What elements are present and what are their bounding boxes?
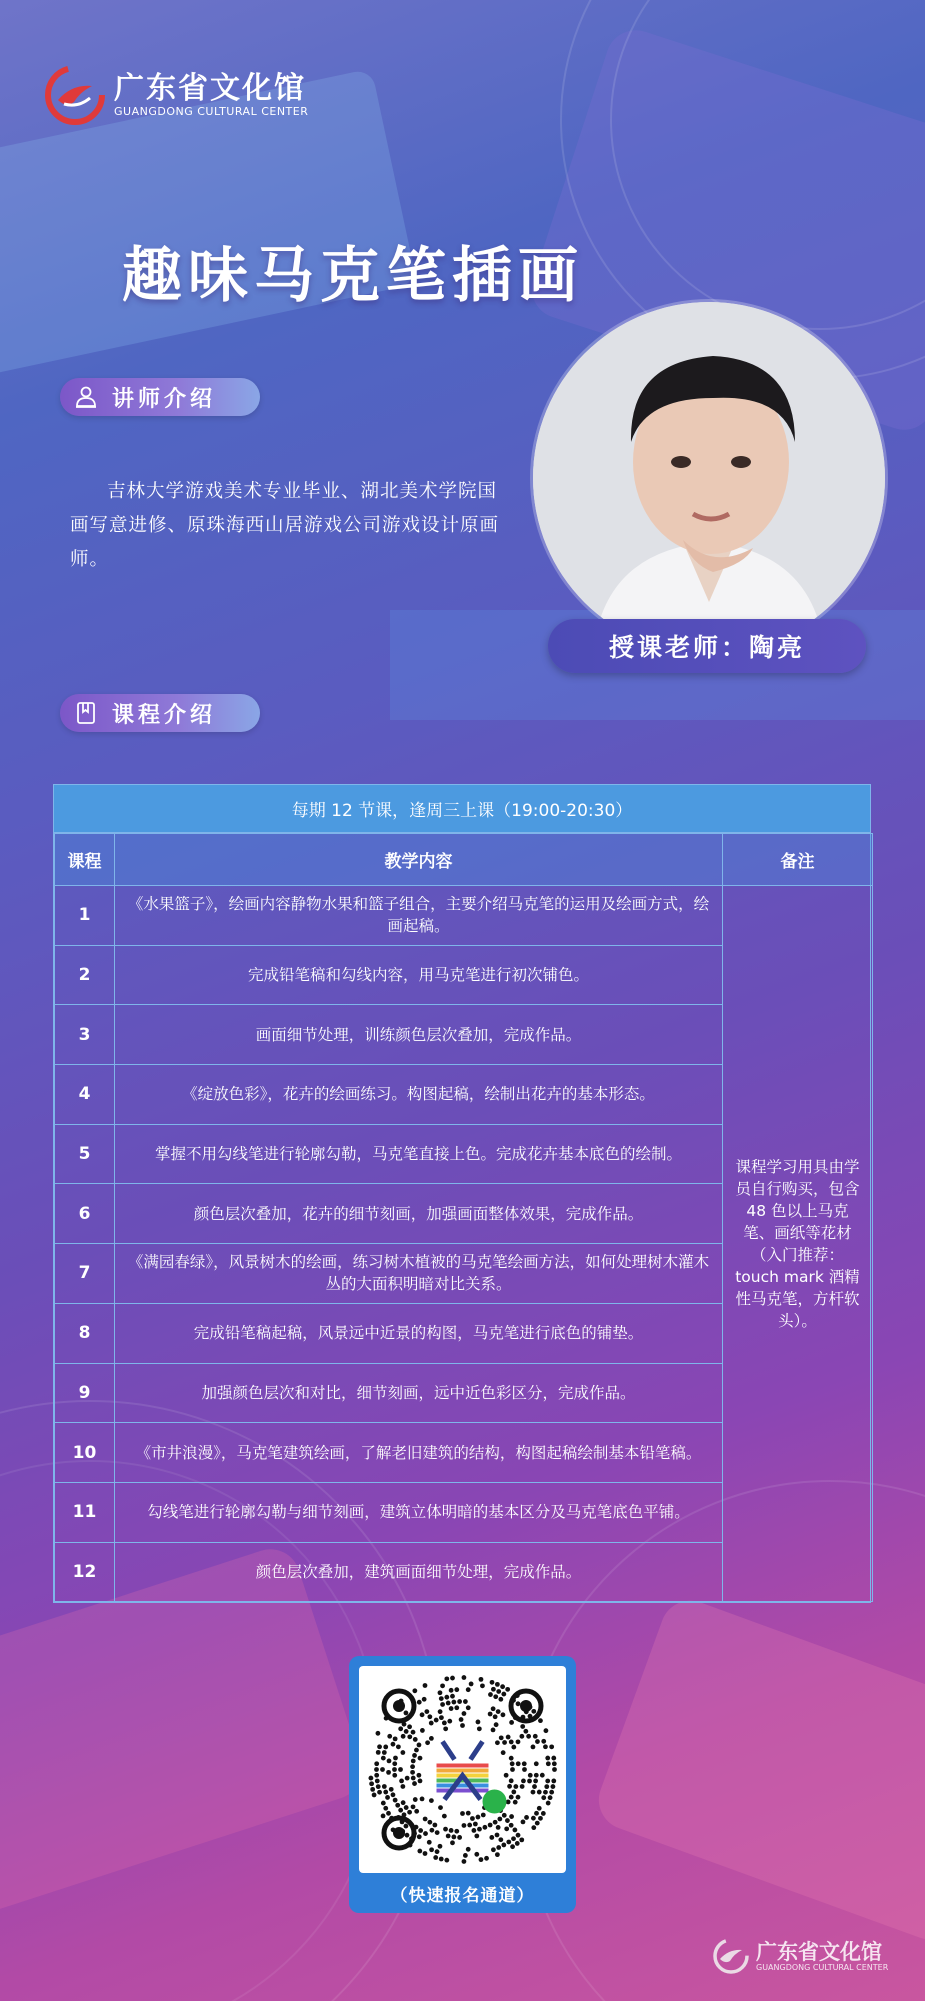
lesson-content: 《满园春绿》，风景树木的绘画，练习树木植被的马克笔绘画方法，如何处理树木灌木丛的大面积明暗对比关系。: [115, 1244, 723, 1304]
column-header-note: 备注: [723, 834, 873, 886]
brand-name-cn: 广东省文化馆: [114, 70, 306, 106]
lesson-number: 12: [55, 1542, 115, 1602]
brand-name-en: GUANGDONG CULTURAL CENTER: [114, 104, 309, 118]
lesson-number: 3: [55, 1005, 115, 1065]
lesson-content: 勾线笔进行轮廓勾勒与细节刻画，建筑立体明暗的基本区分及马克笔底色平铺。: [115, 1482, 723, 1542]
instructor-section-label: 讲师介绍: [112, 386, 217, 412]
logo-emblem-icon: [712, 1937, 750, 1975]
schedule-note: 课程学习用具由学员自行购买，包含 48 色以上马克笔、画纸等花材（入门推荐：touch mark 酒精性马克笔，方杆软头）。: [723, 886, 873, 1602]
instructor-photo: [533, 302, 885, 654]
lesson-number: 9: [55, 1363, 115, 1423]
footer-brand-logo: [712, 1937, 888, 1975]
footer-brand-name-en: GUANGDONG CULTURAL CENTER: [756, 1962, 889, 1972]
page-title: 趣味马克笔插画: [122, 241, 584, 311]
lesson-content: 《市井浪漫》，马克笔建筑绘画，了解老旧建筑的结构，构图起稿绘制基本铅笔稿。: [115, 1423, 723, 1483]
instructor-bio: 吉林大学游戏美术专业毕业、湖北美术学院国画写意进修、原珠海西山居游戏公司游戏设计原画师。: [70, 481, 500, 570]
schedule-header: 每期 12 节课，逢周三上课（19:00-20:30）: [54, 785, 870, 833]
lesson-number: 5: [55, 1124, 115, 1184]
lesson-number: 7: [55, 1244, 115, 1304]
course-schedule-table: [53, 784, 871, 1603]
lesson-number: 11: [55, 1482, 115, 1542]
footer-brand-name-cn: 广东省文化馆: [756, 1939, 882, 1964]
lesson-content: 《绽放色彩》，花卉的绘画练习。构图起稿，绘制出花卉的基本形态。: [115, 1065, 723, 1125]
table-header-row: [55, 834, 873, 886]
person-icon: [74, 385, 98, 409]
lesson-content: 《水果篮子》，绘画内容静物水果和篮子组合，主要介绍马克笔的运用及绘画方式，绘画起稿。: [115, 886, 723, 946]
signup-qr-card[interactable]: [349, 1656, 576, 1913]
course-section-label: 课程介绍: [112, 702, 217, 728]
lesson-number: 2: [55, 945, 115, 1005]
bookmark-icon: [74, 701, 98, 725]
lesson-content: 完成铅笔稿和勾线内容，用马克笔进行初次铺色。: [115, 945, 723, 1005]
lesson-content: 完成铅笔稿起稿，风景远中近景的构图，马克笔进行底色的铺垫。: [115, 1303, 723, 1363]
logo-emblem-icon: [44, 64, 106, 126]
lesson-content: 画面细节处理，训练颜色层次叠加，完成作品。: [115, 1005, 723, 1065]
column-header-lesson: 课程: [55, 834, 115, 886]
signup-label: （快速报名通道）: [390, 1886, 535, 1906]
lesson-number: 4: [55, 1065, 115, 1125]
lesson-content: 颜色层次叠加，建筑画面细节处理，完成作品。: [115, 1542, 723, 1602]
brand-logo: [44, 64, 308, 126]
lesson-content: 掌握不用勾线笔进行轮廓勾勒，马克笔直接上色。完成花卉基本底色的绘制。: [115, 1124, 723, 1184]
lesson-content: 加强颜色层次和对比，细节刻画，远中近色彩区分，完成作品。: [115, 1363, 723, 1423]
teacher-name-badge: 授课老师：陶亮: [548, 619, 866, 673]
instructor-section-header: [60, 378, 260, 416]
lesson-content: 颜色层次叠加，花卉的细节刻画，加强画面整体效果，完成作品。: [115, 1184, 723, 1244]
qr-code-icon[interactable]: [359, 1666, 566, 1873]
column-header-content: 教学内容: [115, 834, 723, 886]
course-section-header: [60, 694, 260, 732]
lesson-number: 6: [55, 1184, 115, 1244]
lesson-number: 10: [55, 1423, 115, 1483]
table-row: [55, 886, 873, 946]
lesson-number: 8: [55, 1303, 115, 1363]
lesson-number: 1: [55, 886, 115, 946]
